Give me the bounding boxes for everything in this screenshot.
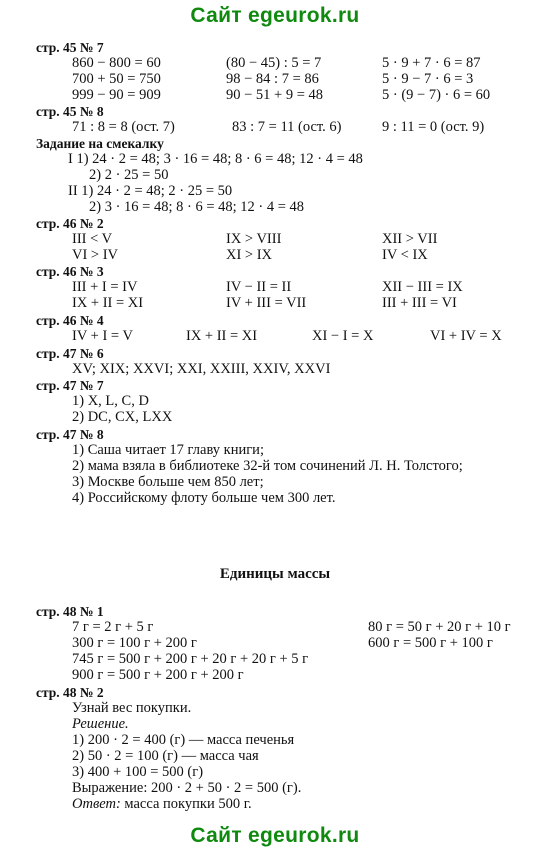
equation: 900 г = 500 г + 200 г + 200 г bbox=[72, 667, 244, 683]
page-title: Единицы массы bbox=[219, 566, 331, 582]
section-heading: стр. 48 № 1 bbox=[36, 604, 104, 619]
equation: IV − II = II bbox=[226, 279, 292, 295]
answer-line bbox=[72, 796, 252, 813]
equation: 90 − 51 + 9 = 48 bbox=[226, 87, 324, 103]
equation: 80 г = 50 г + 20 г + 10 г bbox=[368, 619, 511, 635]
equation: VI + IV = X bbox=[430, 328, 502, 344]
equation: XI > IX bbox=[226, 247, 273, 263]
solution-step: Выражение: 200 · 2 + 50 · 2 = 500 (г). bbox=[72, 780, 302, 796]
equation: 999 − 90 = 909 bbox=[72, 87, 161, 103]
solution-step: 1) 200 · 2 = 400 (г) — масса печенья bbox=[72, 732, 295, 748]
equation: 71 : 8 = 8 (ост. 7) bbox=[72, 119, 175, 135]
text-line: 1) Саша читает 17 главу книги; bbox=[72, 442, 264, 458]
task-text: Узнай вес покупки. bbox=[72, 700, 192, 716]
equation: 600 г = 500 г + 100 г bbox=[368, 635, 493, 651]
text-line: 2) 3 · 16 = 48; 8 · 6 = 48; 12 · 4 = 48 bbox=[89, 199, 305, 215]
text-line: 2) мама взяла в библиотеке 32-й том сочинений Л. Н. Толстого; bbox=[72, 458, 463, 474]
equation: IV + I = V bbox=[72, 328, 133, 344]
answer-label: Ответ: bbox=[72, 796, 121, 812]
text-line: II 1) 24 · 2 = 48; 2 · 25 = 50 bbox=[68, 183, 233, 199]
site-watermark-bottom: Сайт egeurok.ru bbox=[190, 824, 360, 847]
equation: III + I = IV bbox=[72, 279, 138, 295]
equation: IV < IX bbox=[382, 247, 428, 263]
solution-step: 3) 400 + 100 = 500 (г) bbox=[72, 764, 204, 780]
equation: 300 г = 100 г + 200 г bbox=[72, 635, 197, 651]
text-line: 2) DC, CX, LXX bbox=[72, 409, 173, 425]
section-heading: стр. 48 № 2 bbox=[36, 685, 104, 700]
section-heading: стр. 46 № 2 bbox=[36, 216, 104, 231]
equation: 83 : 7 = 11 (ост. 6) bbox=[232, 119, 342, 135]
equation: XII > VII bbox=[382, 231, 438, 247]
solution-step: 2) 50 · 2 = 100 (г) — масса чая bbox=[72, 748, 259, 764]
equation: (80 − 45) : 5 = 7 bbox=[226, 55, 322, 71]
equation: 700 + 50 = 750 bbox=[72, 71, 161, 87]
text-line: 3) Москве больше чем 850 лет; bbox=[72, 474, 264, 490]
equation: III < V bbox=[72, 231, 113, 247]
equation: 860 − 800 = 60 bbox=[72, 55, 161, 71]
text-line: XV; XIX; XXVI; XXI, XXIII, XXIV, XXVI bbox=[72, 361, 331, 377]
equation: IX > VIII bbox=[226, 231, 282, 247]
text-line: 4) Российскому флоту больше чем 300 лет. bbox=[72, 490, 336, 506]
text-line: I 1) 24 · 2 = 48; 3 · 16 = 48; 8 · 6 = 48; 12 · 4 = 48 bbox=[68, 151, 363, 167]
section-heading: стр. 47 № 7 bbox=[36, 378, 104, 393]
section-heading: стр. 45 № 8 bbox=[36, 104, 104, 119]
section-heading: стр. 45 № 7 bbox=[36, 40, 104, 55]
equation: 5 · 9 + 7 · 6 = 87 bbox=[382, 55, 481, 71]
site-watermark-top: Сайт egeurok.ru bbox=[190, 4, 360, 27]
equation: 7 г = 2 г + 5 г bbox=[72, 619, 154, 635]
equation: 5 · 9 − 7 · 6 = 3 bbox=[382, 71, 474, 87]
answer-text: масса покупки 500 г. bbox=[120, 796, 252, 812]
text-line: 2) 2 · 25 = 50 bbox=[89, 167, 169, 183]
section-heading: стр. 46 № 3 bbox=[36, 264, 104, 279]
equation: 9 : 11 = 0 (ост. 9) bbox=[382, 119, 485, 135]
section-heading: Задание на смекалку bbox=[36, 136, 164, 151]
text-line: 1) X, L, C, D bbox=[72, 393, 149, 409]
equation: IX + II = XI bbox=[72, 295, 144, 311]
equation: III + III = VI bbox=[382, 295, 457, 311]
equation: 745 г = 500 г + 200 г + 20 г + 20 г + 5 г bbox=[72, 651, 309, 667]
section-heading: стр. 47 № 8 bbox=[36, 427, 104, 442]
equation: XII − III = IX bbox=[382, 279, 463, 295]
equation: 5 · (9 − 7) · 6 = 60 bbox=[382, 87, 491, 103]
solution-label: Решение. bbox=[72, 716, 129, 732]
equation: XI − I = X bbox=[312, 328, 374, 344]
equation: IX + II = XI bbox=[186, 328, 258, 344]
equation: 98 − 84 : 7 = 86 bbox=[226, 71, 319, 87]
section-heading: стр. 47 № 6 bbox=[36, 346, 104, 361]
section-heading: стр. 46 № 4 bbox=[36, 313, 104, 328]
equation: IV + III = VII bbox=[226, 295, 307, 311]
equation: VI > IV bbox=[72, 247, 119, 263]
